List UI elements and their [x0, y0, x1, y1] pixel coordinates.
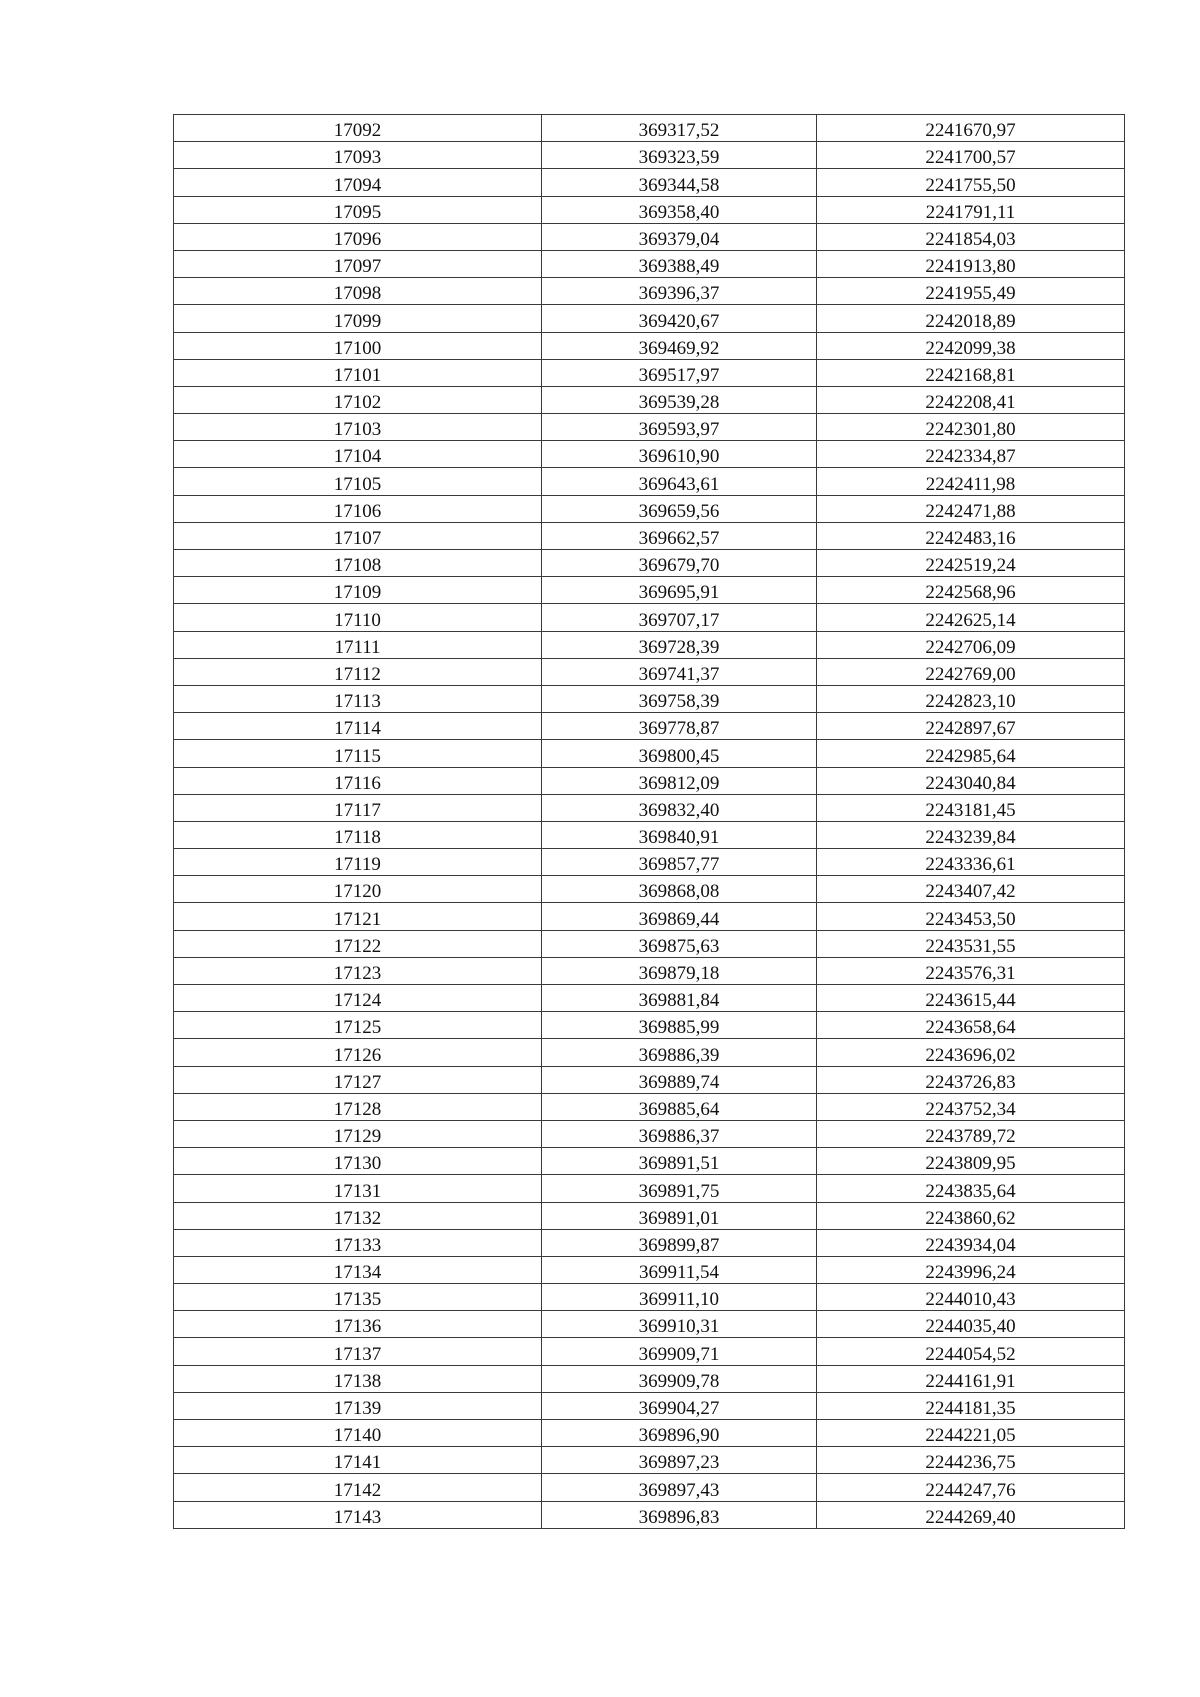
point-number-cell: 17124 — [174, 985, 542, 1012]
x-coordinate-cell: 369891,75 — [542, 1175, 817, 1202]
x-coordinate-cell: 369659,56 — [542, 495, 817, 522]
table-row — [174, 876, 1125, 903]
y-coordinate-cell: 2242099,38 — [817, 332, 1125, 359]
table-row — [174, 1093, 1125, 1120]
x-coordinate-cell: 369420,67 — [542, 305, 817, 332]
table-row — [174, 713, 1125, 740]
x-coordinate-cell: 369758,39 — [542, 685, 817, 712]
point-number-cell: 17123 — [174, 957, 542, 984]
table-row — [174, 631, 1125, 658]
y-coordinate-cell: 2243615,44 — [817, 985, 1125, 1012]
x-coordinate-cell: 369396,37 — [542, 278, 817, 305]
point-number-cell: 17099 — [174, 305, 542, 332]
x-coordinate-cell: 369662,57 — [542, 522, 817, 549]
point-number-cell: 17098 — [174, 278, 542, 305]
coordinates-table — [173, 114, 1125, 1529]
y-coordinate-cell: 2244181,35 — [817, 1392, 1125, 1419]
x-coordinate-cell: 369911,54 — [542, 1256, 817, 1283]
y-coordinate-cell: 2242411,98 — [817, 468, 1125, 495]
y-coordinate-cell: 2242301,80 — [817, 414, 1125, 441]
x-coordinate-cell: 369885,99 — [542, 1012, 817, 1039]
x-coordinate-cell: 369909,71 — [542, 1338, 817, 1365]
y-coordinate-cell: 2243996,24 — [817, 1256, 1125, 1283]
x-coordinate-cell: 369897,23 — [542, 1447, 817, 1474]
table-row — [174, 1229, 1125, 1256]
point-number-cell: 17101 — [174, 359, 542, 386]
table-row — [174, 1284, 1125, 1311]
y-coordinate-cell: 2243752,34 — [817, 1093, 1125, 1120]
y-coordinate-cell: 2242706,09 — [817, 631, 1125, 658]
table-row — [174, 495, 1125, 522]
table-row — [174, 169, 1125, 196]
y-coordinate-cell: 2243531,55 — [817, 930, 1125, 957]
y-coordinate-cell: 2242483,16 — [817, 522, 1125, 549]
y-coordinate-cell: 2242769,00 — [817, 658, 1125, 685]
x-coordinate-cell: 369885,64 — [542, 1093, 817, 1120]
x-coordinate-cell: 369728,39 — [542, 631, 817, 658]
table-row — [174, 305, 1125, 332]
point-number-cell: 17104 — [174, 441, 542, 468]
point-number-cell: 17118 — [174, 821, 542, 848]
y-coordinate-cell: 2241670,97 — [817, 115, 1125, 142]
point-number-cell: 17115 — [174, 740, 542, 767]
table-row — [174, 250, 1125, 277]
y-coordinate-cell: 2243040,84 — [817, 767, 1125, 794]
table-row — [174, 985, 1125, 1012]
table-row — [174, 1175, 1125, 1202]
y-coordinate-cell: 2243835,64 — [817, 1175, 1125, 1202]
x-coordinate-cell: 369889,74 — [542, 1066, 817, 1093]
y-coordinate-cell: 2244236,75 — [817, 1447, 1125, 1474]
point-number-cell: 17107 — [174, 522, 542, 549]
point-number-cell: 17103 — [174, 414, 542, 441]
point-number-cell: 17129 — [174, 1120, 542, 1147]
y-coordinate-cell: 2243239,84 — [817, 821, 1125, 848]
x-coordinate-cell: 369911,10 — [542, 1284, 817, 1311]
table-row — [174, 1256, 1125, 1283]
table-row — [174, 332, 1125, 359]
y-coordinate-cell: 2244247,76 — [817, 1474, 1125, 1501]
y-coordinate-cell: 2243696,02 — [817, 1039, 1125, 1066]
table-row — [174, 685, 1125, 712]
point-number-cell: 17133 — [174, 1229, 542, 1256]
x-coordinate-cell: 369896,90 — [542, 1420, 817, 1447]
y-coordinate-cell: 2244161,91 — [817, 1365, 1125, 1392]
x-coordinate-cell: 369539,28 — [542, 386, 817, 413]
x-coordinate-cell: 369909,78 — [542, 1365, 817, 1392]
point-number-cell: 17138 — [174, 1365, 542, 1392]
x-coordinate-cell: 369707,17 — [542, 604, 817, 631]
table-row — [174, 142, 1125, 169]
point-number-cell: 17096 — [174, 223, 542, 250]
x-coordinate-cell: 369323,59 — [542, 142, 817, 169]
table-row — [174, 278, 1125, 305]
x-coordinate-cell: 369741,37 — [542, 658, 817, 685]
table-row — [174, 550, 1125, 577]
y-coordinate-cell: 2244035,40 — [817, 1311, 1125, 1338]
point-number-cell: 17128 — [174, 1093, 542, 1120]
point-number-cell: 17105 — [174, 468, 542, 495]
y-coordinate-cell: 2244221,05 — [817, 1420, 1125, 1447]
y-coordinate-cell: 2243789,72 — [817, 1120, 1125, 1147]
table-row — [174, 1474, 1125, 1501]
point-number-cell: 17106 — [174, 495, 542, 522]
y-coordinate-cell: 2244010,43 — [817, 1284, 1125, 1311]
x-coordinate-cell: 369886,37 — [542, 1120, 817, 1147]
table-row — [174, 522, 1125, 549]
y-coordinate-cell: 2241791,11 — [817, 196, 1125, 223]
point-number-cell: 17109 — [174, 577, 542, 604]
y-coordinate-cell: 2242519,24 — [817, 550, 1125, 577]
table-row — [174, 1338, 1125, 1365]
table-row — [174, 386, 1125, 413]
y-coordinate-cell: 2243407,42 — [817, 876, 1125, 903]
y-coordinate-cell: 2242985,64 — [817, 740, 1125, 767]
table-row — [174, 115, 1125, 142]
table-row — [174, 1148, 1125, 1175]
x-coordinate-cell: 369840,91 — [542, 821, 817, 848]
x-coordinate-cell: 369317,52 — [542, 115, 817, 142]
point-number-cell: 17126 — [174, 1039, 542, 1066]
y-coordinate-cell: 2243809,95 — [817, 1148, 1125, 1175]
point-number-cell: 17108 — [174, 550, 542, 577]
x-coordinate-cell: 369593,97 — [542, 414, 817, 441]
point-number-cell: 17143 — [174, 1501, 542, 1528]
point-number-cell: 17136 — [174, 1311, 542, 1338]
point-number-cell: 17141 — [174, 1447, 542, 1474]
y-coordinate-cell: 2241955,49 — [817, 278, 1125, 305]
y-coordinate-cell: 2244054,52 — [817, 1338, 1125, 1365]
coordinates-table-body — [174, 115, 1125, 1529]
table-row — [174, 1447, 1125, 1474]
table-row — [174, 794, 1125, 821]
x-coordinate-cell: 369899,87 — [542, 1229, 817, 1256]
point-number-cell: 17134 — [174, 1256, 542, 1283]
table-row — [174, 1202, 1125, 1229]
table-row — [174, 849, 1125, 876]
table-row — [174, 930, 1125, 957]
point-number-cell: 17140 — [174, 1420, 542, 1447]
x-coordinate-cell: 369812,09 — [542, 767, 817, 794]
point-number-cell: 17110 — [174, 604, 542, 631]
y-coordinate-cell: 2243181,45 — [817, 794, 1125, 821]
x-coordinate-cell: 369875,63 — [542, 930, 817, 957]
table-row — [174, 359, 1125, 386]
table-row — [174, 1039, 1125, 1066]
x-coordinate-cell: 369800,45 — [542, 740, 817, 767]
x-coordinate-cell: 369910,31 — [542, 1311, 817, 1338]
point-number-cell: 17114 — [174, 713, 542, 740]
point-number-cell: 17142 — [174, 1474, 542, 1501]
table-row — [174, 1501, 1125, 1528]
y-coordinate-cell: 2244269,40 — [817, 1501, 1125, 1528]
x-coordinate-cell: 369358,40 — [542, 196, 817, 223]
y-coordinate-cell: 2242471,88 — [817, 495, 1125, 522]
table-row — [174, 577, 1125, 604]
table-row — [174, 658, 1125, 685]
table-row — [174, 957, 1125, 984]
table-row — [174, 740, 1125, 767]
table-row — [174, 1365, 1125, 1392]
y-coordinate-cell: 2243336,61 — [817, 849, 1125, 876]
x-coordinate-cell: 369857,77 — [542, 849, 817, 876]
y-coordinate-cell: 2243726,83 — [817, 1066, 1125, 1093]
y-coordinate-cell: 2242897,67 — [817, 713, 1125, 740]
x-coordinate-cell: 369904,27 — [542, 1392, 817, 1419]
point-number-cell: 17102 — [174, 386, 542, 413]
x-coordinate-cell: 369881,84 — [542, 985, 817, 1012]
table-row — [174, 223, 1125, 250]
y-coordinate-cell: 2242168,81 — [817, 359, 1125, 386]
point-number-cell: 17113 — [174, 685, 542, 712]
table-row — [174, 196, 1125, 223]
x-coordinate-cell: 369517,97 — [542, 359, 817, 386]
point-number-cell: 17117 — [174, 794, 542, 821]
y-coordinate-cell: 2242334,87 — [817, 441, 1125, 468]
y-coordinate-cell: 2241755,50 — [817, 169, 1125, 196]
point-number-cell: 17111 — [174, 631, 542, 658]
y-coordinate-cell: 2242208,41 — [817, 386, 1125, 413]
y-coordinate-cell: 2241854,03 — [817, 223, 1125, 250]
table-row — [174, 1120, 1125, 1147]
x-coordinate-cell: 369869,44 — [542, 903, 817, 930]
table-row — [174, 414, 1125, 441]
point-number-cell: 17095 — [174, 196, 542, 223]
y-coordinate-cell: 2242823,10 — [817, 685, 1125, 712]
point-number-cell: 17137 — [174, 1338, 542, 1365]
y-coordinate-cell: 2241700,57 — [817, 142, 1125, 169]
point-number-cell: 17127 — [174, 1066, 542, 1093]
x-coordinate-cell: 369379,04 — [542, 223, 817, 250]
x-coordinate-cell: 369778,87 — [542, 713, 817, 740]
x-coordinate-cell: 369879,18 — [542, 957, 817, 984]
point-number-cell: 17092 — [174, 115, 542, 142]
x-coordinate-cell: 369679,70 — [542, 550, 817, 577]
point-number-cell: 17120 — [174, 876, 542, 903]
point-number-cell: 17097 — [174, 250, 542, 277]
table-row — [174, 903, 1125, 930]
y-coordinate-cell: 2242018,89 — [817, 305, 1125, 332]
y-coordinate-cell: 2243658,64 — [817, 1012, 1125, 1039]
point-number-cell: 17116 — [174, 767, 542, 794]
x-coordinate-cell: 369891,01 — [542, 1202, 817, 1229]
point-number-cell: 17132 — [174, 1202, 542, 1229]
x-coordinate-cell: 369610,90 — [542, 441, 817, 468]
point-number-cell: 17125 — [174, 1012, 542, 1039]
y-coordinate-cell: 2243453,50 — [817, 903, 1125, 930]
table-row — [174, 1311, 1125, 1338]
point-number-cell: 17100 — [174, 332, 542, 359]
x-coordinate-cell: 369695,91 — [542, 577, 817, 604]
point-number-cell: 17130 — [174, 1148, 542, 1175]
point-number-cell: 17121 — [174, 903, 542, 930]
y-coordinate-cell: 2243576,31 — [817, 957, 1125, 984]
table-row — [174, 767, 1125, 794]
x-coordinate-cell: 369896,83 — [542, 1501, 817, 1528]
table-row — [174, 441, 1125, 468]
x-coordinate-cell: 369897,43 — [542, 1474, 817, 1501]
table-row — [174, 1066, 1125, 1093]
x-coordinate-cell: 369469,92 — [542, 332, 817, 359]
x-coordinate-cell: 369344,58 — [542, 169, 817, 196]
table-row — [174, 468, 1125, 495]
table-row — [174, 604, 1125, 631]
point-number-cell: 17131 — [174, 1175, 542, 1202]
x-coordinate-cell: 369643,61 — [542, 468, 817, 495]
point-number-cell: 17119 — [174, 849, 542, 876]
table-row — [174, 1420, 1125, 1447]
x-coordinate-cell: 369891,51 — [542, 1148, 817, 1175]
point-number-cell: 17112 — [174, 658, 542, 685]
table-row — [174, 1392, 1125, 1419]
point-number-cell: 17122 — [174, 930, 542, 957]
x-coordinate-cell: 369886,39 — [542, 1039, 817, 1066]
x-coordinate-cell: 369832,40 — [542, 794, 817, 821]
x-coordinate-cell: 369388,49 — [542, 250, 817, 277]
point-number-cell: 17135 — [174, 1284, 542, 1311]
point-number-cell: 17093 — [174, 142, 542, 169]
table-row — [174, 1012, 1125, 1039]
point-number-cell: 17094 — [174, 169, 542, 196]
y-coordinate-cell: 2242625,14 — [817, 604, 1125, 631]
y-coordinate-cell: 2243934,04 — [817, 1229, 1125, 1256]
y-coordinate-cell: 2243860,62 — [817, 1202, 1125, 1229]
point-number-cell: 17139 — [174, 1392, 542, 1419]
table-row — [174, 821, 1125, 848]
x-coordinate-cell: 369868,08 — [542, 876, 817, 903]
y-coordinate-cell: 2241913,80 — [817, 250, 1125, 277]
y-coordinate-cell: 2242568,96 — [817, 577, 1125, 604]
